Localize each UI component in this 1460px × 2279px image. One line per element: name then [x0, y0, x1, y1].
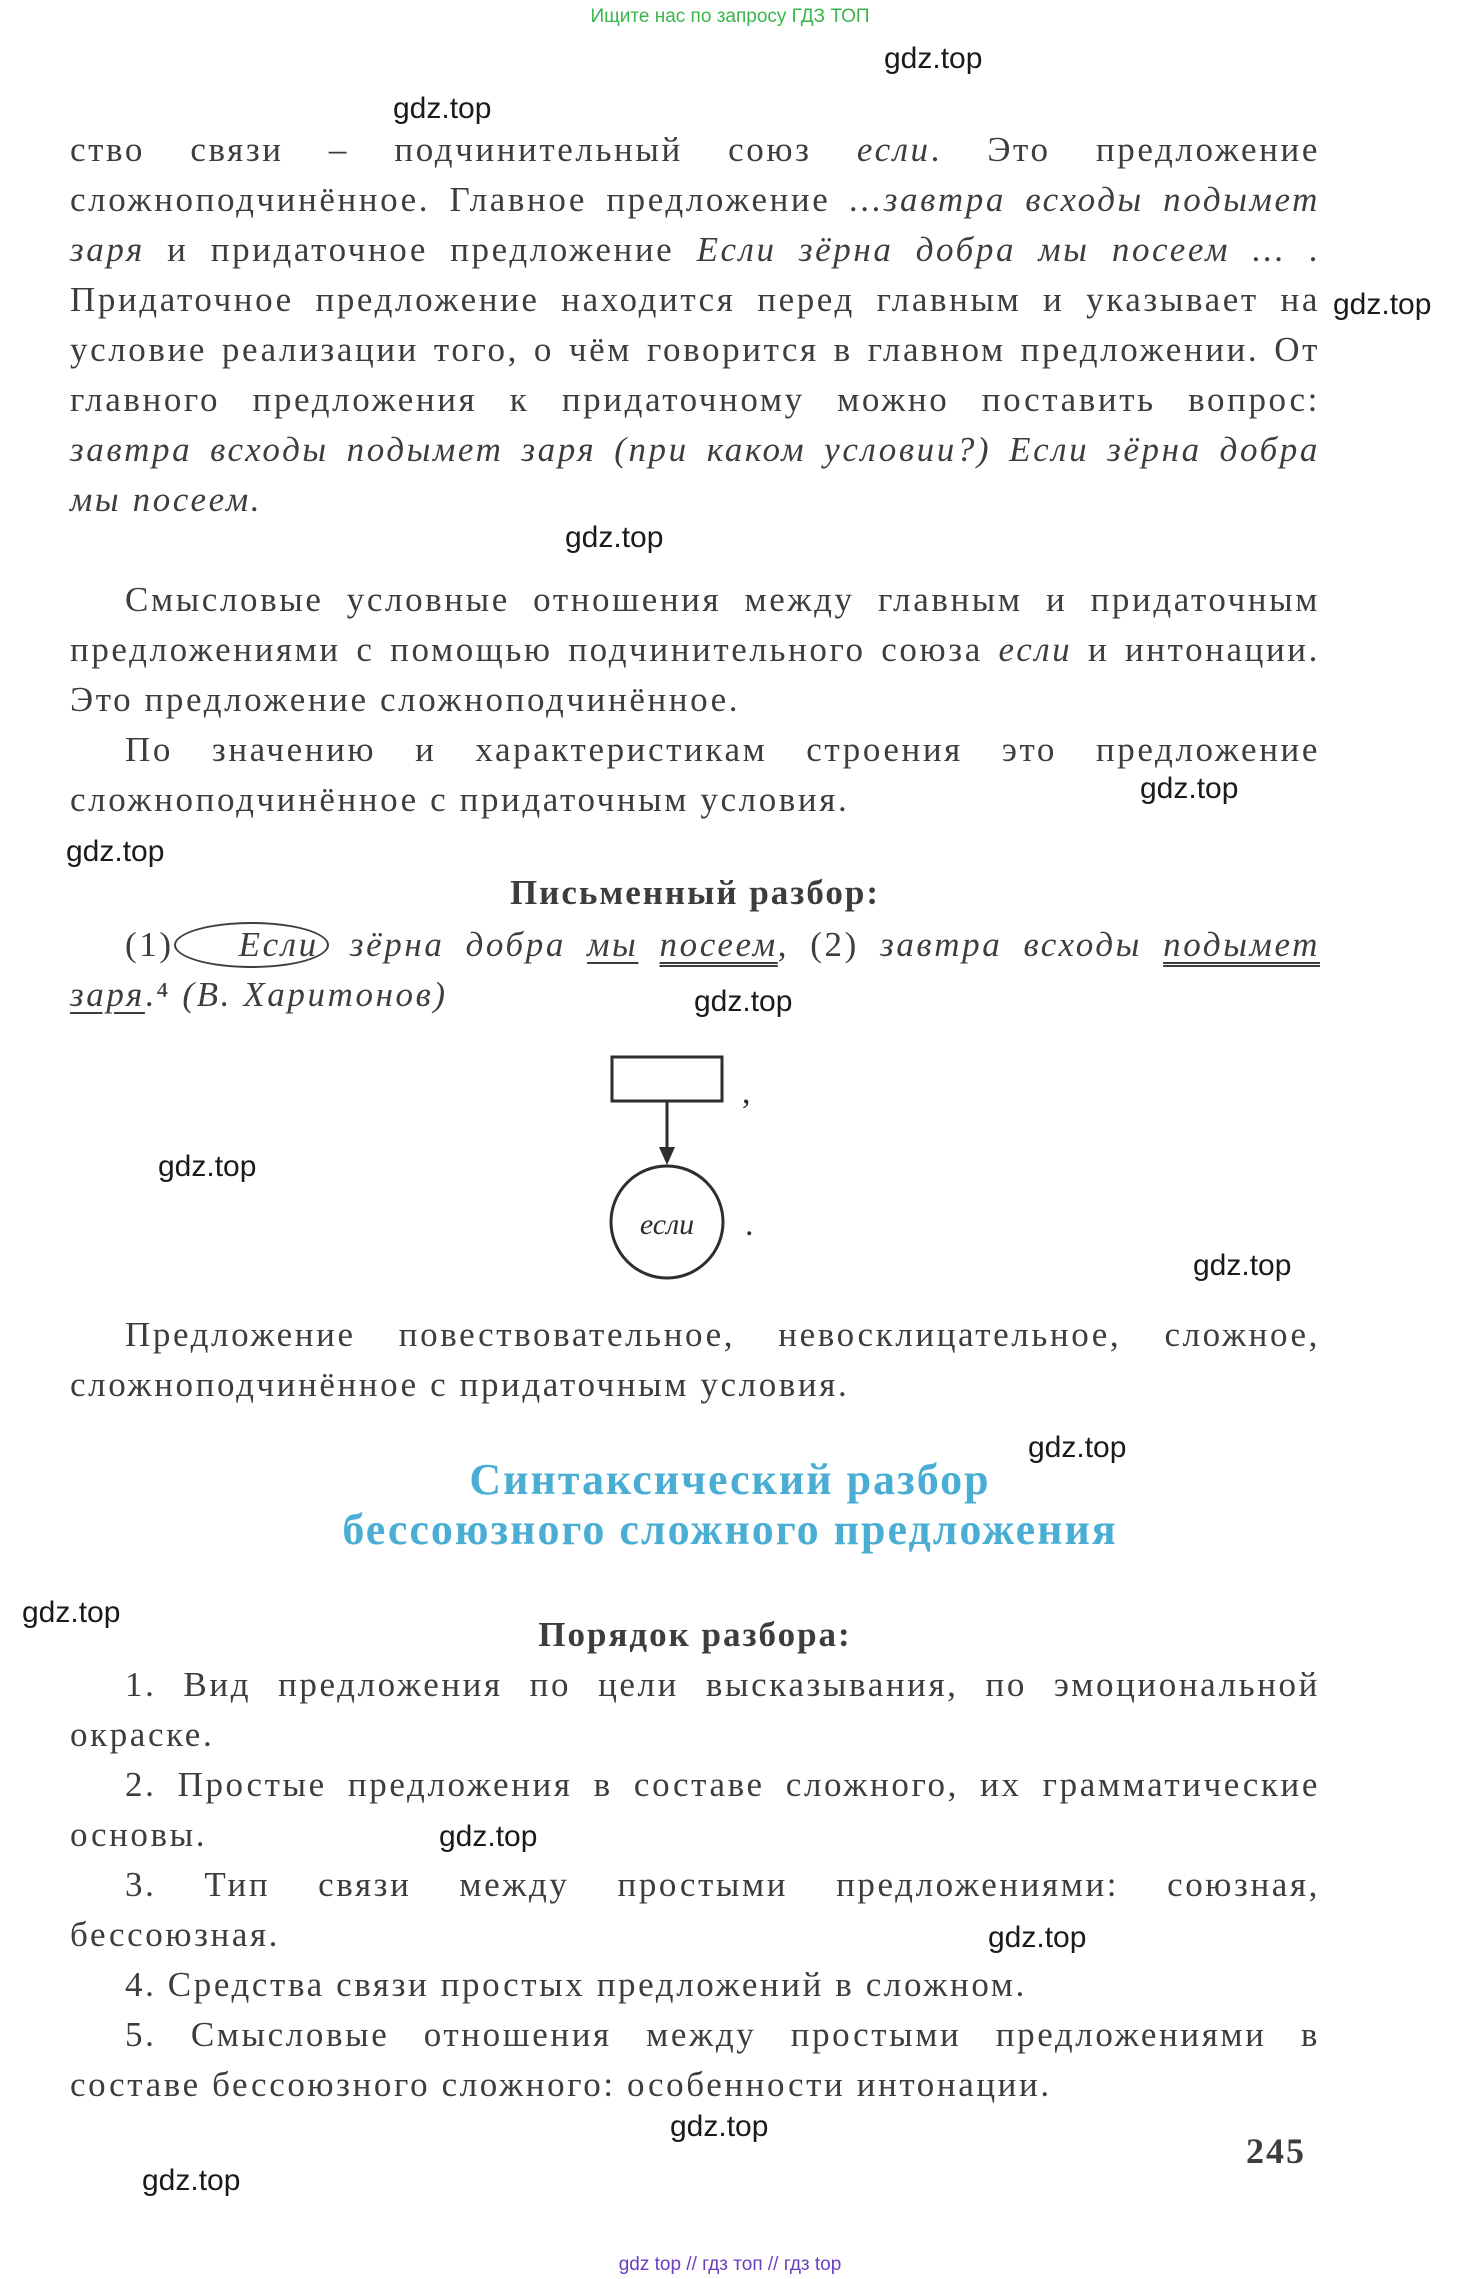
text: Смысловые условные отношения между главным и придаточным предложениями с помощью подчинительного союза — [70, 580, 1320, 669]
text: и интонации. Это предложение сложноподчинённое. — [70, 630, 1320, 719]
order-list — [70, 1660, 1320, 2110]
watermark: gdz.top — [988, 1921, 1087, 1954]
text: ство связи – подчинительный союз — [70, 130, 857, 169]
circle-conjunction: если — [639, 1208, 695, 1241]
watermark: gdz.top — [1140, 772, 1239, 805]
circle-punct: . — [745, 1206, 754, 1243]
text — [638, 925, 659, 964]
watermark: gdz.top — [142, 2164, 241, 2197]
watermark: gdz.top — [439, 1820, 538, 1853]
watermark: gdz.top — [670, 2110, 769, 2143]
watermark: gdz.top — [1333, 288, 1432, 321]
paragraph-explanation — [70, 125, 1320, 525]
bottom-banner[interactable]: gdz top // гдз топ // гдз top — [618, 2254, 842, 2275]
main-clause-box — [612, 1057, 722, 1101]
top-banner[interactable]: Ищите нас по запросу ГДЗ ТОП — [590, 6, 870, 27]
characteristic: Предложение повествовательное, невосклицательное, сложное, сложноподчинённое с придаточным условия. — [70, 1315, 1320, 1404]
page-number: 245 — [1246, 2131, 1306, 2171]
question: (при каком условии?) — [596, 430, 1010, 469]
order-title: Порядок разбора: — [538, 1615, 852, 1654]
section-heading-line2: бессоюзного сложного предложения — [342, 1505, 1118, 1554]
subordinate-clause: Если зёрна добра мы посеем. — [70, 430, 1320, 519]
order-item: 3. Тип связи между простыми предложениями: союзная, бессоюзная. — [70, 1865, 1320, 1954]
sentence-scheme — [590, 1045, 790, 1285]
main-clause: ...завтра всходы подымет заря — [70, 180, 1320, 269]
footnote: .⁴ — [144, 975, 172, 1014]
watermark: gdz.top — [565, 521, 664, 554]
watermark: gdz.top — [1028, 1431, 1127, 1464]
watermark: gdz.top — [22, 1596, 121, 1629]
subject: мы — [587, 925, 639, 964]
written-analysis-title: Письменный разбор: — [509, 873, 881, 912]
author: (В. Харитонов) — [171, 975, 448, 1014]
order-item: 1. Вид предложения по цели высказывания, по эмоциональной окраске. — [70, 1665, 1320, 1754]
watermark: gdz.top — [884, 42, 983, 75]
watermark: gdz.top — [158, 1150, 257, 1183]
conjunction: если — [856, 130, 931, 169]
watermark: gdz.top — [393, 92, 492, 125]
watermark: gdz.top — [66, 835, 165, 868]
text: , — [777, 925, 811, 964]
arrow-head — [659, 1147, 675, 1165]
subject: заря — [70, 975, 145, 1014]
order-item: 2. Простые предложения в составе сложного, их грамматические основы. — [70, 1765, 1320, 1854]
text: . Это предложение сложноподчинённое. Главное предложение — [70, 130, 1320, 219]
predicate: подымет — [1163, 925, 1320, 964]
watermark: gdz.top — [1193, 1249, 1292, 1282]
order-item: 4. Средства связи простых предложений в сложном. — [125, 1965, 1027, 2004]
watermark: gdz.top — [694, 985, 793, 1018]
paragraph-relations — [70, 575, 1320, 725]
conjunction-circled: Если — [174, 922, 329, 968]
text: завтра всходы — [858, 925, 1164, 964]
text: зёрна добра — [328, 925, 588, 964]
clause-number: (2) — [810, 925, 859, 964]
order-item: 5. Смысловые отношения между простыми предложениями в составе бессоюзного сложного: особенности интонации. — [70, 2015, 1320, 2104]
subordinate-clause: Если зёрна добра мы посеем ... — [696, 230, 1287, 269]
box-punct: , — [742, 1074, 751, 1111]
predicate: посеем — [659, 925, 778, 964]
main-clause: завтра всходы подымет заря — [70, 430, 597, 469]
conjunction: если — [998, 630, 1073, 669]
paragraph-conclusion: По значению и характеристикам строения это предложение сложноподчинённое с придаточным условия. — [70, 730, 1320, 819]
text: и придаточное предложение — [144, 230, 697, 269]
section-heading-line1: Синтаксический разбор — [469, 1455, 991, 1504]
text: . Придаточное предложение находится перед главным и указывает на условие реализации того, о чём говорится в главном предложении. От главного предложения к придаточному можно поставить вопрос: — [70, 230, 1320, 419]
clause-number: (1) — [125, 925, 174, 964]
